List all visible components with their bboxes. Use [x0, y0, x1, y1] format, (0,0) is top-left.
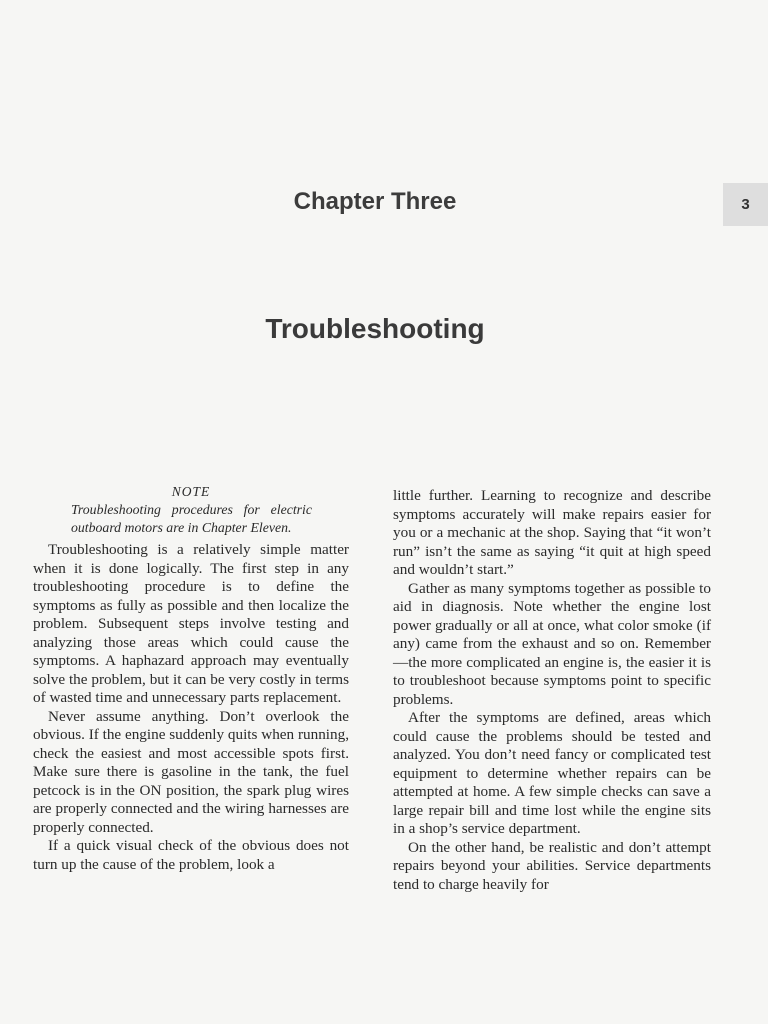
note-body: Troubleshooting procedures for electric outboard motors are in Chapter Eleven.: [71, 502, 312, 535]
paragraph: Never assume anything. Don’t overlook the obvious. If the engine suddenly quits when running, check the easiest and most accessible spots first. Make sure there is gasoline in the tank, the fuel petcock is in the ON position, the spark plug wires are properly connected and the wiring harnesses are properly connected.: [33, 707, 349, 836]
chapter-title: Troubleshooting: [265, 313, 485, 344]
chapter-tab-number: 3: [741, 196, 750, 213]
paragraph: On the other hand, be realistic and don’t attempt repairs beyond your abilities. Service departments tend to charge heavily for: [393, 838, 711, 893]
right-column: [393, 487, 711, 894]
note-heading: NOTE: [171, 484, 211, 499]
paragraph: Gather as many symptoms together as possible to aid in diagnosis. Note whether the engine lost power gradually or all at once, what color smoke (if any) came from the exhaust and so on. Remember—the more complicated an engine is, the easier it is to troubleshoot because symptoms point to specific problems.: [393, 579, 711, 708]
paragraph: Troubleshooting is a relatively simple matter when it is done logically. The first step in any troubleshooting procedure is to define the symptoms as fully as possible and then localize the problem. Subsequent steps involve testing and analyzing those areas which could cause the symptoms. A haphazard approach may eventually solve the problem, but it can be very costly in terms of wasted time and unnecessary parts replacement.: [33, 541, 349, 706]
paragraph: After the symptoms are defined, areas which could cause the problems should be tested and analyzed. You don’t need fancy or complicated test equipment to determine whether repairs can be attempted at home. A few simple checks can save a large repair bill and time lost while the engine sits in a shop’s service department.: [393, 709, 711, 837]
paragraph-continued: little further. Learning to recognize and describe symptoms accurately will make repairs easier for you or a mechanic at the shop. Saying that “it won’t run” isn’t the same as saying “it quit at high speed and wouldn’t start.”: [393, 487, 711, 578]
left-column: [33, 483, 349, 874]
paragraph: If a quick visual check of the obvious does not turn up the cause of the problem, look a: [33, 837, 349, 873]
chapter-label: Chapter Three: [293, 188, 457, 215]
